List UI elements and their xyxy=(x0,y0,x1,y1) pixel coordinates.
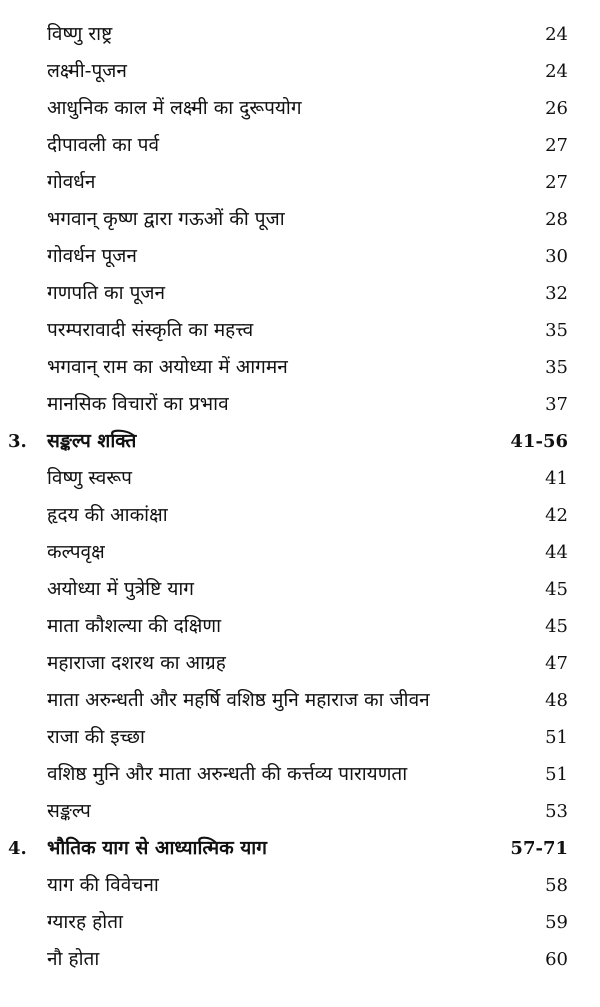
toc-entry-row xyxy=(0,201,600,238)
entry-title: विष्णु स्वरूप xyxy=(47,467,132,489)
toc-entry-row xyxy=(0,460,600,497)
toc-entry-row xyxy=(0,275,600,312)
entry-title: अयोध्या में पुत्रेष्टि याग xyxy=(47,578,194,600)
page-number: 59 xyxy=(545,912,568,933)
chapter-number: 3. xyxy=(8,431,27,452)
entry-title: माता अरुन्धती और महर्षि वशिष्ठ मुनि महाराज का जीवन xyxy=(47,689,430,711)
toc-entry-row xyxy=(0,682,600,719)
entry-title: वशिष्ठ मुनि और माता अरुन्धती की कर्त्तव्य पारायणता xyxy=(47,763,408,785)
toc-entry-row xyxy=(0,16,600,53)
chapter-title: सङ्कल्प शक्ति xyxy=(47,430,137,452)
entry-title: माता कौशल्या की दक्षिणा xyxy=(47,615,222,637)
entry-title: भगवान् कृष्ण द्वारा गऊओं की पूजा xyxy=(47,208,285,230)
toc-entry-row xyxy=(0,645,600,682)
entry-title: राजा की इच्छा xyxy=(47,726,145,748)
entry-title: कल्पवृक्ष xyxy=(47,541,105,563)
entry-title: परम्परावादी संस्कृति का महत्त्व xyxy=(47,319,254,341)
toc-entry-row xyxy=(0,127,600,164)
entry-title: याग की विवेचना xyxy=(47,874,159,896)
toc-entry-row xyxy=(0,53,600,90)
toc-entry-row xyxy=(0,386,600,423)
entry-title: गोवर्धन पूजन xyxy=(47,245,137,267)
page-number: 47 xyxy=(545,653,568,674)
page-number: 48 xyxy=(545,690,568,711)
page-number: 26 xyxy=(545,98,568,119)
chapter-number: 4. xyxy=(8,838,27,859)
toc-entry-row xyxy=(0,571,600,608)
entry-title: गोवर्धन xyxy=(47,171,96,193)
page-number: 45 xyxy=(545,579,568,600)
page-number: 58 xyxy=(545,875,568,896)
page-number: 53 xyxy=(545,801,568,822)
entry-title: दीपावली का पर्व xyxy=(47,134,160,156)
entry-title: ग्यारह होता xyxy=(47,911,123,933)
page-number: 24 xyxy=(545,61,568,82)
toc-entry-row xyxy=(0,793,600,830)
toc-entry-row xyxy=(0,497,600,534)
page-number: 45 xyxy=(545,616,568,637)
toc-entry-row xyxy=(0,608,600,645)
page-number: 32 xyxy=(545,283,568,304)
entry-title: भगवान् राम का अयोध्या में आगमन xyxy=(47,356,288,378)
toc-chapter-row xyxy=(0,423,600,460)
toc-entry-row xyxy=(0,867,600,904)
toc-entry-row xyxy=(0,312,600,349)
toc-entry-row xyxy=(0,349,600,386)
toc-entry-row xyxy=(0,904,600,941)
page-number: 57-71 xyxy=(510,838,568,859)
page-number: 51 xyxy=(545,764,568,785)
chapter-title: भौतिक याग से आध्यात्मिक याग xyxy=(47,837,267,859)
entry-title: मानसिक विचारों का प्रभाव xyxy=(47,393,229,415)
page-number: 41 xyxy=(545,468,568,489)
toc-entry-row xyxy=(0,164,600,201)
page-number: 44 xyxy=(545,542,568,563)
toc-entry-row xyxy=(0,238,600,275)
entry-title: हृदय की आकांक्षा xyxy=(47,504,168,526)
toc-entry-row xyxy=(0,941,600,978)
entry-title: विष्णु राष्ट्र xyxy=(47,23,113,45)
toc-entry-row xyxy=(0,719,600,756)
page-number: 41-56 xyxy=(510,431,568,452)
toc-entry-row xyxy=(0,534,600,571)
page-number: 42 xyxy=(545,505,568,526)
entry-title: गणपति का पूजन xyxy=(47,282,166,304)
page-number: 30 xyxy=(545,246,568,267)
page-number: 28 xyxy=(545,209,568,230)
page-number: 24 xyxy=(545,24,568,45)
toc-entry-row xyxy=(0,90,600,127)
toc-chapter-row xyxy=(0,830,600,867)
table-of-contents xyxy=(0,16,600,978)
toc-entry-row xyxy=(0,756,600,793)
entry-title: सङ्कल्प xyxy=(47,800,91,822)
page-number: 35 xyxy=(545,357,568,378)
entry-title: नौ होता xyxy=(47,948,100,970)
page-number: 51 xyxy=(545,727,568,748)
page-number: 27 xyxy=(545,172,568,193)
page-number: 60 xyxy=(545,949,568,970)
entry-title: महाराजा दशरथ का आग्रह xyxy=(47,652,226,674)
page-number: 37 xyxy=(545,394,568,415)
entry-title: आधुनिक काल में लक्ष्मी का दुरूपयोग xyxy=(47,97,302,119)
page-number: 27 xyxy=(545,135,568,156)
entry-title: लक्ष्मी-पूजन xyxy=(47,60,127,82)
page-number: 35 xyxy=(545,320,568,341)
